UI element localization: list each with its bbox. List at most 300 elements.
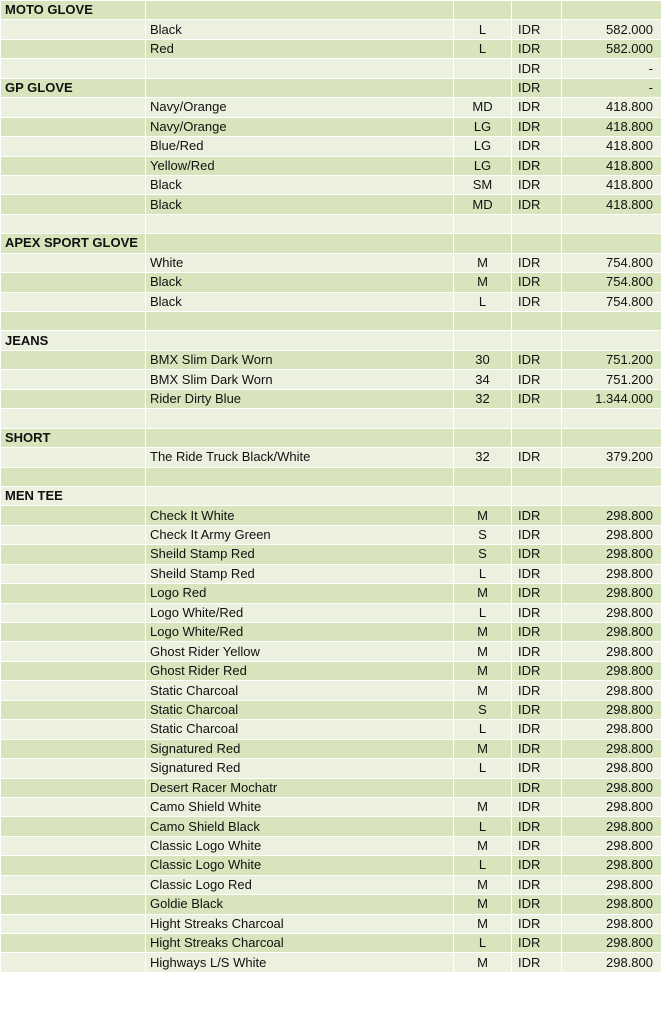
item-name-cell: Classic Logo White xyxy=(146,836,454,855)
category-cell xyxy=(1,836,146,855)
category-cell xyxy=(1,642,146,661)
table-row xyxy=(1,59,662,78)
price-cell xyxy=(562,486,662,505)
size-cell: M xyxy=(454,661,512,680)
table-row xyxy=(1,875,662,894)
item-name-cell: Ghost Rider Red xyxy=(146,661,454,680)
table-row xyxy=(1,895,662,914)
size-cell: SM xyxy=(454,175,512,194)
table-row xyxy=(1,195,662,214)
currency-cell: IDR xyxy=(512,350,562,369)
category-cell xyxy=(1,20,146,39)
item-name-cell: Highways L/S White xyxy=(146,953,454,972)
price-cell: - xyxy=(562,78,662,97)
category-cell xyxy=(1,953,146,972)
category-cell xyxy=(1,137,146,156)
size-cell: L xyxy=(454,292,512,311)
item-name-cell: Logo White/Red xyxy=(146,623,454,642)
item-name-cell xyxy=(146,1,454,20)
price-cell: 298.800 xyxy=(562,797,662,816)
table-row xyxy=(1,661,662,680)
category-cell xyxy=(1,525,146,544)
price-cell: 298.800 xyxy=(562,953,662,972)
size-cell: LG xyxy=(454,156,512,175)
price-cell: 298.800 xyxy=(562,506,662,525)
category-cell xyxy=(1,195,146,214)
item-name-cell: BMX Slim Dark Worn xyxy=(146,370,454,389)
price-cell: 418.800 xyxy=(562,137,662,156)
item-name-cell xyxy=(146,59,454,78)
price-cell: 298.800 xyxy=(562,836,662,855)
price-cell: 298.800 xyxy=(562,545,662,564)
table-row xyxy=(1,720,662,739)
currency-cell xyxy=(512,312,562,331)
currency-cell xyxy=(512,467,562,486)
size-cell: 30 xyxy=(454,350,512,369)
price-cell xyxy=(562,1,662,20)
currency-cell: IDR xyxy=(512,603,562,622)
category-cell: SHORT xyxy=(1,428,146,447)
category-cell xyxy=(1,506,146,525)
currency-cell: IDR xyxy=(512,370,562,389)
currency-cell: IDR xyxy=(512,875,562,894)
item-name-cell: Signatured Red xyxy=(146,739,454,758)
table-row xyxy=(1,448,662,467)
table-row xyxy=(1,273,662,292)
item-name-cell: Sheild Stamp Red xyxy=(146,564,454,583)
currency-cell: IDR xyxy=(512,506,562,525)
item-name-cell: Yellow/Red xyxy=(146,156,454,175)
price-cell: 754.800 xyxy=(562,253,662,272)
size-cell: 32 xyxy=(454,448,512,467)
price-cell: 298.800 xyxy=(562,661,662,680)
item-name-cell: The Ride Truck Black/White xyxy=(146,448,454,467)
size-cell: M xyxy=(454,642,512,661)
price-cell: 298.800 xyxy=(562,720,662,739)
table-row xyxy=(1,389,662,408)
item-name-cell: Black xyxy=(146,195,454,214)
category-header-row xyxy=(1,78,662,97)
category-cell: GP GLOVE xyxy=(1,78,146,97)
category-cell xyxy=(1,739,146,758)
item-name-cell: Black xyxy=(146,292,454,311)
price-cell: 751.200 xyxy=(562,370,662,389)
category-cell xyxy=(1,292,146,311)
currency-cell: IDR xyxy=(512,195,562,214)
currency-cell: IDR xyxy=(512,117,562,136)
price-cell: 582.000 xyxy=(562,20,662,39)
size-cell xyxy=(454,331,512,350)
category-header-row xyxy=(1,234,662,253)
category-cell xyxy=(1,720,146,739)
price-cell: 298.800 xyxy=(562,856,662,875)
category-cell xyxy=(1,448,146,467)
price-cell xyxy=(562,234,662,253)
price-cell: 298.800 xyxy=(562,642,662,661)
price-cell: 298.800 xyxy=(562,759,662,778)
item-name-cell xyxy=(146,409,454,428)
currency-cell: IDR xyxy=(512,525,562,544)
price-cell: 418.800 xyxy=(562,98,662,117)
price-cell: 582.000 xyxy=(562,39,662,58)
category-cell xyxy=(1,661,146,680)
item-name-cell: Rider Dirty Blue xyxy=(146,389,454,408)
currency-cell xyxy=(512,214,562,233)
table-row xyxy=(1,564,662,583)
item-name-cell: Camo Shield White xyxy=(146,797,454,816)
price-cell: 298.800 xyxy=(562,681,662,700)
item-name-cell: Navy/Orange xyxy=(146,98,454,117)
item-name-cell: Check It White xyxy=(146,506,454,525)
price-cell xyxy=(562,428,662,447)
price-cell: 298.800 xyxy=(562,603,662,622)
item-name-cell: Sheild Stamp Red xyxy=(146,545,454,564)
category-cell xyxy=(1,934,146,953)
size-cell xyxy=(454,409,512,428)
category-cell xyxy=(1,273,146,292)
price-cell: 418.800 xyxy=(562,195,662,214)
item-name-cell xyxy=(146,467,454,486)
table-row xyxy=(1,39,662,58)
table-row xyxy=(1,642,662,661)
item-name-cell xyxy=(146,331,454,350)
category-cell xyxy=(1,370,146,389)
category-cell: MEN TEE xyxy=(1,486,146,505)
item-name-cell: Hight Streaks Charcoal xyxy=(146,914,454,933)
table-row xyxy=(1,739,662,758)
category-cell xyxy=(1,350,146,369)
table-row xyxy=(1,253,662,272)
currency-cell: IDR xyxy=(512,856,562,875)
size-cell: S xyxy=(454,525,512,544)
currency-cell: IDR xyxy=(512,564,562,583)
size-cell: LG xyxy=(454,137,512,156)
currency-cell: IDR xyxy=(512,273,562,292)
table-row xyxy=(1,20,662,39)
size-cell xyxy=(454,486,512,505)
table-row xyxy=(1,156,662,175)
currency-cell: IDR xyxy=(512,720,562,739)
price-cell xyxy=(562,409,662,428)
category-cell xyxy=(1,875,146,894)
size-cell xyxy=(454,778,512,797)
price-cell xyxy=(562,214,662,233)
size-cell: MD xyxy=(454,98,512,117)
size-cell: M xyxy=(454,953,512,972)
price-cell: 418.800 xyxy=(562,117,662,136)
item-name-cell: BMX Slim Dark Worn xyxy=(146,350,454,369)
currency-cell: IDR xyxy=(512,175,562,194)
table-row xyxy=(1,98,662,117)
item-name-cell: Black xyxy=(146,175,454,194)
table-row xyxy=(1,934,662,953)
currency-cell: IDR xyxy=(512,137,562,156)
currency-cell xyxy=(512,331,562,350)
item-name-cell: Logo White/Red xyxy=(146,603,454,622)
item-name-cell: Black xyxy=(146,20,454,39)
category-cell xyxy=(1,681,146,700)
category-cell xyxy=(1,603,146,622)
category-header-row xyxy=(1,1,662,20)
category-cell xyxy=(1,98,146,117)
item-name-cell: White xyxy=(146,253,454,272)
item-name-cell: Camo Shield Black xyxy=(146,817,454,836)
category-cell xyxy=(1,759,146,778)
table-row xyxy=(1,681,662,700)
size-cell: M xyxy=(454,836,512,855)
item-name-cell: Static Charcoal xyxy=(146,720,454,739)
size-cell: 32 xyxy=(454,389,512,408)
currency-cell: IDR xyxy=(512,914,562,933)
item-name-cell: Goldie Black xyxy=(146,895,454,914)
size-cell: M xyxy=(454,895,512,914)
size-cell xyxy=(454,467,512,486)
size-cell: L xyxy=(454,817,512,836)
table-row xyxy=(1,759,662,778)
category-cell xyxy=(1,214,146,233)
category-cell: MOTO GLOVE xyxy=(1,1,146,20)
currency-cell: IDR xyxy=(512,934,562,953)
currency-cell: IDR xyxy=(512,681,562,700)
size-cell xyxy=(454,1,512,20)
size-cell: M xyxy=(454,739,512,758)
currency-cell: IDR xyxy=(512,545,562,564)
table-row xyxy=(1,603,662,622)
item-name-cell: Static Charcoal xyxy=(146,700,454,719)
category-cell xyxy=(1,175,146,194)
item-name-cell: Blue/Red xyxy=(146,137,454,156)
currency-cell: IDR xyxy=(512,836,562,855)
item-name-cell: Static Charcoal xyxy=(146,681,454,700)
category-cell xyxy=(1,389,146,408)
table-row xyxy=(1,370,662,389)
price-cell: 418.800 xyxy=(562,156,662,175)
size-cell: S xyxy=(454,700,512,719)
currency-cell: IDR xyxy=(512,448,562,467)
price-cell: - xyxy=(562,59,662,78)
size-cell: L xyxy=(454,759,512,778)
currency-cell: IDR xyxy=(512,739,562,758)
table-row xyxy=(1,117,662,136)
table-row xyxy=(1,525,662,544)
category-cell xyxy=(1,564,146,583)
category-header-row xyxy=(1,428,662,447)
category-cell xyxy=(1,409,146,428)
size-cell xyxy=(454,312,512,331)
price-cell: 298.800 xyxy=(562,700,662,719)
table-row xyxy=(1,914,662,933)
size-cell: S xyxy=(454,545,512,564)
item-name-cell: Navy/Orange xyxy=(146,117,454,136)
price-cell: 298.800 xyxy=(562,525,662,544)
item-name-cell: Hight Streaks Charcoal xyxy=(146,934,454,953)
currency-cell: IDR xyxy=(512,817,562,836)
table-row xyxy=(1,137,662,156)
currency-cell xyxy=(512,428,562,447)
spacer-row xyxy=(1,409,662,428)
table-row xyxy=(1,836,662,855)
size-cell: M xyxy=(454,681,512,700)
size-cell: M xyxy=(454,797,512,816)
category-cell xyxy=(1,914,146,933)
price-cell xyxy=(562,312,662,331)
currency-cell: IDR xyxy=(512,584,562,603)
price-cell: 298.800 xyxy=(562,739,662,758)
currency-cell: IDR xyxy=(512,895,562,914)
size-cell: L xyxy=(454,856,512,875)
table-row xyxy=(1,700,662,719)
price-cell: 298.800 xyxy=(562,875,662,894)
price-cell: 298.800 xyxy=(562,914,662,933)
category-cell xyxy=(1,117,146,136)
category-cell xyxy=(1,39,146,58)
size-cell: M xyxy=(454,584,512,603)
category-cell xyxy=(1,545,146,564)
size-cell: M xyxy=(454,273,512,292)
currency-cell: IDR xyxy=(512,759,562,778)
table-row xyxy=(1,953,662,972)
size-cell: L xyxy=(454,720,512,739)
category-cell xyxy=(1,253,146,272)
currency-cell xyxy=(512,234,562,253)
price-cell xyxy=(562,331,662,350)
category-header-row xyxy=(1,486,662,505)
currency-cell: IDR xyxy=(512,797,562,816)
category-cell xyxy=(1,623,146,642)
currency-cell: IDR xyxy=(512,700,562,719)
size-cell: MD xyxy=(454,195,512,214)
table-row xyxy=(1,778,662,797)
table-row xyxy=(1,545,662,564)
currency-cell: IDR xyxy=(512,20,562,39)
price-cell: 298.800 xyxy=(562,584,662,603)
price-cell: 418.800 xyxy=(562,175,662,194)
currency-cell: IDR xyxy=(512,661,562,680)
size-cell: LG xyxy=(454,117,512,136)
item-name-cell: Check It Army Green xyxy=(146,525,454,544)
category-header-row xyxy=(1,331,662,350)
price-cell: 298.800 xyxy=(562,934,662,953)
size-cell: M xyxy=(454,253,512,272)
item-name-cell xyxy=(146,214,454,233)
currency-cell: IDR xyxy=(512,253,562,272)
category-cell xyxy=(1,817,146,836)
category-cell xyxy=(1,467,146,486)
item-name-cell xyxy=(146,312,454,331)
price-list-body xyxy=(1,1,662,973)
size-cell: M xyxy=(454,875,512,894)
currency-cell: IDR xyxy=(512,642,562,661)
category-cell xyxy=(1,700,146,719)
item-name-cell xyxy=(146,428,454,447)
table-row xyxy=(1,350,662,369)
spacer-row xyxy=(1,467,662,486)
size-cell: L xyxy=(454,603,512,622)
currency-cell: IDR xyxy=(512,39,562,58)
spacer-row xyxy=(1,214,662,233)
spacer-row xyxy=(1,312,662,331)
table-row xyxy=(1,292,662,311)
item-name-cell xyxy=(146,78,454,97)
table-row xyxy=(1,584,662,603)
currency-cell xyxy=(512,486,562,505)
item-name-cell: Logo Red xyxy=(146,584,454,603)
currency-cell: IDR xyxy=(512,778,562,797)
item-name-cell xyxy=(146,234,454,253)
size-cell: L xyxy=(454,20,512,39)
item-name-cell: Red xyxy=(146,39,454,58)
table-row xyxy=(1,797,662,816)
currency-cell: IDR xyxy=(512,389,562,408)
size-cell: M xyxy=(454,914,512,933)
price-cell: 298.800 xyxy=(562,564,662,583)
category-cell xyxy=(1,584,146,603)
currency-cell xyxy=(512,1,562,20)
category-cell xyxy=(1,312,146,331)
price-cell: 298.800 xyxy=(562,895,662,914)
item-name-cell: Signatured Red xyxy=(146,759,454,778)
item-name-cell xyxy=(146,486,454,505)
size-cell: L xyxy=(454,564,512,583)
currency-cell: IDR xyxy=(512,292,562,311)
currency-cell: IDR xyxy=(512,98,562,117)
item-name-cell: Black xyxy=(146,273,454,292)
size-cell: 34 xyxy=(454,370,512,389)
price-cell: 754.800 xyxy=(562,292,662,311)
item-name-cell: Desert Racer Mochatr xyxy=(146,778,454,797)
size-cell: M xyxy=(454,506,512,525)
table-row xyxy=(1,506,662,525)
price-cell: 379.200 xyxy=(562,448,662,467)
category-cell: JEANS xyxy=(1,331,146,350)
category-cell xyxy=(1,895,146,914)
size-cell xyxy=(454,214,512,233)
table-row xyxy=(1,856,662,875)
category-cell: APEX SPORT GLOVE xyxy=(1,234,146,253)
price-cell: 298.800 xyxy=(562,817,662,836)
currency-cell: IDR xyxy=(512,953,562,972)
size-cell xyxy=(454,428,512,447)
item-name-cell: Classic Logo White xyxy=(146,856,454,875)
size-cell: L xyxy=(454,934,512,953)
currency-cell: IDR xyxy=(512,156,562,175)
item-name-cell: Classic Logo Red xyxy=(146,875,454,894)
size-cell: M xyxy=(454,623,512,642)
category-cell xyxy=(1,797,146,816)
size-cell xyxy=(454,78,512,97)
category-cell xyxy=(1,778,146,797)
size-cell xyxy=(454,59,512,78)
currency-cell xyxy=(512,409,562,428)
category-cell xyxy=(1,856,146,875)
category-cell xyxy=(1,59,146,78)
size-cell xyxy=(454,234,512,253)
price-cell: 298.800 xyxy=(562,778,662,797)
table-row xyxy=(1,817,662,836)
price-cell: 751.200 xyxy=(562,350,662,369)
item-name-cell: Ghost Rider Yellow xyxy=(146,642,454,661)
category-cell xyxy=(1,156,146,175)
currency-cell: IDR xyxy=(512,78,562,97)
table-row xyxy=(1,175,662,194)
price-cell xyxy=(562,467,662,486)
price-cell: 754.800 xyxy=(562,273,662,292)
currency-cell: IDR xyxy=(512,623,562,642)
price-cell: 1.344.000 xyxy=(562,389,662,408)
price-cell: 298.800 xyxy=(562,623,662,642)
currency-cell: IDR xyxy=(512,59,562,78)
size-cell: L xyxy=(454,39,512,58)
